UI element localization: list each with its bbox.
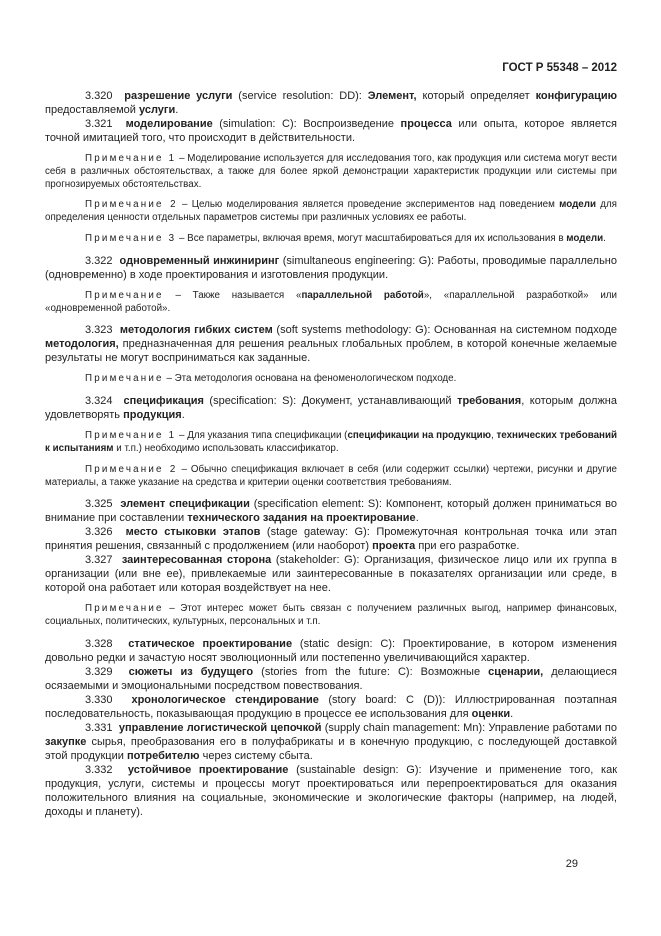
text-run: 3.328 <box>85 637 129 650</box>
bold-text-run: продукция <box>123 409 182 422</box>
note-label: Примечание 2 <box>85 463 178 475</box>
page-number: 29 <box>565 858 578 870</box>
text-run: 3.329 <box>85 665 129 678</box>
term-paragraph <box>45 525 617 553</box>
note-paragraph <box>45 603 617 629</box>
text-run: (specification element: S): Компонент, который должен приниматься во внимание при составлении <box>45 498 617 525</box>
text-run: для определения ценности отдельных параметров системы при различных условиях ее работы. <box>45 199 617 224</box>
text-run: – Этот интерес может быть связан с получением различных выгод, например финансовых, социальных, политических, культурных, персональных и т.п. <box>45 603 617 628</box>
text-run: 3.331 <box>85 721 119 734</box>
term-paragraph <box>45 665 617 693</box>
bold-text-run: процесса <box>400 118 452 130</box>
bold-text-run: потребителю <box>126 749 200 762</box>
note-paragraph <box>45 290 617 316</box>
note-paragraph <box>45 464 617 490</box>
document-header: ГОСТ Р 55348 – 2012 <box>502 62 617 74</box>
document-body <box>45 89 617 819</box>
bold-text-run: спецификации на продукцию <box>347 430 492 442</box>
note-paragraph <box>45 153 617 191</box>
text-run: (static design: C): Проектирование, в котором изменения довольно редки и зачастую носят эволюционный или постепенно увеличивающийся характер. <box>45 637 617 664</box>
bold-text-run: услуги <box>138 104 176 116</box>
bold-text-run: элемент спецификации <box>120 498 250 511</box>
text-run: 3.326 <box>85 526 126 539</box>
text-run: , <box>491 430 497 442</box>
text-run: 3.320 <box>85 90 125 102</box>
term-paragraph <box>45 394 617 422</box>
text-run: (soft systems methodology: G): Основанная на системном подходе <box>272 324 617 337</box>
text-run: который определяет <box>416 90 536 102</box>
note-label: Примечание 1 <box>85 430 177 442</box>
bold-text-run: методология, <box>45 338 119 351</box>
text-run: (stakeholder: G): Организация, физическое лицо или их группа в организации (или вне ее), привлекаемые или заинтересованные в показателях организации или среде, в которой она работает или которая воздействует на нее. <box>45 554 617 595</box>
text-run: (stories from the future: C): Возможные <box>253 665 489 678</box>
bold-text-run: моделирование <box>125 118 213 130</box>
bold-text-run: статическое проектирование <box>128 637 293 650</box>
bold-text-run: модели <box>566 232 604 244</box>
text-run: 3.321 <box>85 118 126 130</box>
text-run: . <box>603 232 606 244</box>
bold-text-run: технического задания на проектирование <box>187 512 416 525</box>
bold-text-run: сценарии, <box>488 665 544 678</box>
text-run: и т.п.) необходимо использовать классификатор. <box>113 442 339 454</box>
term-paragraph <box>45 117 617 145</box>
text-run: . <box>175 104 179 116</box>
bold-text-run: одновременный инжиниринг <box>119 254 280 267</box>
note-label: Примечание 3 <box>85 232 177 244</box>
bold-text-run: конфигурацию <box>535 90 617 102</box>
note-label: Примечание <box>85 603 164 615</box>
note-label: Примечание <box>85 373 164 385</box>
text-run: предоставляемой <box>45 104 139 116</box>
text-run: (simultaneous engineering: G): Работы, проводимые параллельно (одновременно) в ходе проектирования и изготовления продукции. <box>45 254 617 281</box>
text-run: . <box>510 707 514 720</box>
note-paragraph <box>45 373 617 386</box>
text-run: – Для указания типа спецификации ( <box>176 430 348 442</box>
text-run: 3.322 <box>85 254 120 267</box>
note-paragraph <box>45 430 617 456</box>
text-run: (service resolution: DD): <box>232 90 368 102</box>
bold-text-run: место стыковки этапов <box>125 526 261 539</box>
bold-text-run: требования <box>457 395 522 408</box>
bold-text-run: технических требований к испытаниям <box>45 430 617 454</box>
text-run: (story board: C (D)): Иллюстрированная поэтапная последовательность, показывающая продукцию в процессе ее использования для <box>45 693 617 720</box>
text-run: 3.323 <box>85 324 120 337</box>
text-run: 3.332 <box>85 763 128 776</box>
term-paragraph <box>45 693 617 721</box>
bold-text-run: параллельной работой <box>301 289 424 301</box>
term-paragraph <box>45 254 617 282</box>
term-paragraph <box>45 89 617 117</box>
text-run: – Моделирование используется для исследования того, как продукция или система могут вести себя в различных обстоятельствах, а также для более яркой демонстрации характеристик продукции или системы при прогнозируемых обстоятельствах. <box>45 153 617 190</box>
bold-text-run: устойчивое проектирование <box>127 763 289 776</box>
bold-text-run: модели <box>559 199 596 211</box>
note-paragraph <box>45 233 617 246</box>
term-paragraph <box>45 497 617 525</box>
text-run: . <box>415 512 419 525</box>
text-run: через систему сбыта. <box>199 749 313 762</box>
bold-text-run: оценки <box>471 707 511 720</box>
bold-text-run: хронологическое стендирование <box>131 693 319 706</box>
text-run: сырья, преобразования его в полуфабрикаты и в конечную продукцию, с последующей доставкой этой продукции <box>45 735 617 762</box>
text-run: 3.330 <box>85 693 132 706</box>
text-run: предназначенная для решения реальных глобальных проблем, в которой конечные желаемые результаты не могут восприниматься как заданные. <box>45 338 617 365</box>
text-run: (supply chain management: Mn): Управление работами по <box>321 721 618 734</box>
text-run: – Эта методология основана на феноменологическом подходе. <box>163 373 457 385</box>
text-run: », «параллельной разработкой» или «одновременной работой». <box>45 289 617 314</box>
bold-text-run: проекта <box>372 540 416 553</box>
text-run: или опыта, которое является точной имитацией того, что происходит в действительности. <box>45 118 617 144</box>
term-paragraph <box>45 553 617 595</box>
text-run: 3.327 <box>85 554 122 567</box>
bold-text-run: управление логистической цепочкой <box>118 721 322 734</box>
text-run: – Обычно спецификация включает в себя (или содержит ссылки) чертежи, рисунки и другие материалы, а также указание на средства и критерии оценки соответствия требованиям. <box>45 463 617 488</box>
bold-text-run: спецификация <box>123 395 204 408</box>
term-paragraph <box>45 763 617 819</box>
text-run: делающиеся осязаемыми и эмоциональными посредством повествования. <box>45 665 617 692</box>
note-label: Примечание <box>85 289 164 301</box>
bold-text-run: закупке <box>45 735 87 748</box>
term-paragraph <box>45 637 617 665</box>
text-run: 3.324 <box>85 395 124 408</box>
text-run: . <box>181 409 185 422</box>
term-paragraph <box>45 323 617 365</box>
note-paragraph <box>45 199 617 225</box>
note-label: Примечание 2 <box>85 199 178 211</box>
bold-text-run: заинтересованная сторона <box>121 554 272 567</box>
text-run: – Целью моделирования является проведение экспериментов над поведением <box>177 199 560 211</box>
bold-text-run: методология гибких систем <box>119 324 273 337</box>
text-run: (stage gateway: G): Промежуточная контрольная точка или этап принятия решения, связанный с продолжением (или наоборот) <box>45 526 618 553</box>
text-run: при его разработке. <box>415 540 520 553</box>
bold-text-run: разрешение услуги <box>124 90 233 102</box>
text-run: , которым должна удовлетворять <box>45 395 617 422</box>
text-run: (simulation: C): Воспроизведение <box>212 118 401 130</box>
text-run: – Все параметры, включая время, могут масштабироваться для их использования в <box>176 232 567 244</box>
text-run: (sustainable design: G): Изучение и применение того, как продукция, услуги, системы и процессы могут проектироваться или перепроектироваться для оказания положительного влияния на социальные, экономические и экологические факторы (например, на людей, доходы и планету). <box>45 763 618 818</box>
text-run: (specification: S): Документ, устанавливающий <box>203 395 458 408</box>
term-paragraph <box>45 721 617 763</box>
note-label: Примечание 1 <box>85 153 177 164</box>
text-run: 3.325 <box>85 498 121 511</box>
bold-text-run: сюжеты из будущего <box>128 665 254 678</box>
text-run: – Также называется « <box>163 289 302 301</box>
bold-text-run: Элемент, <box>367 90 417 102</box>
